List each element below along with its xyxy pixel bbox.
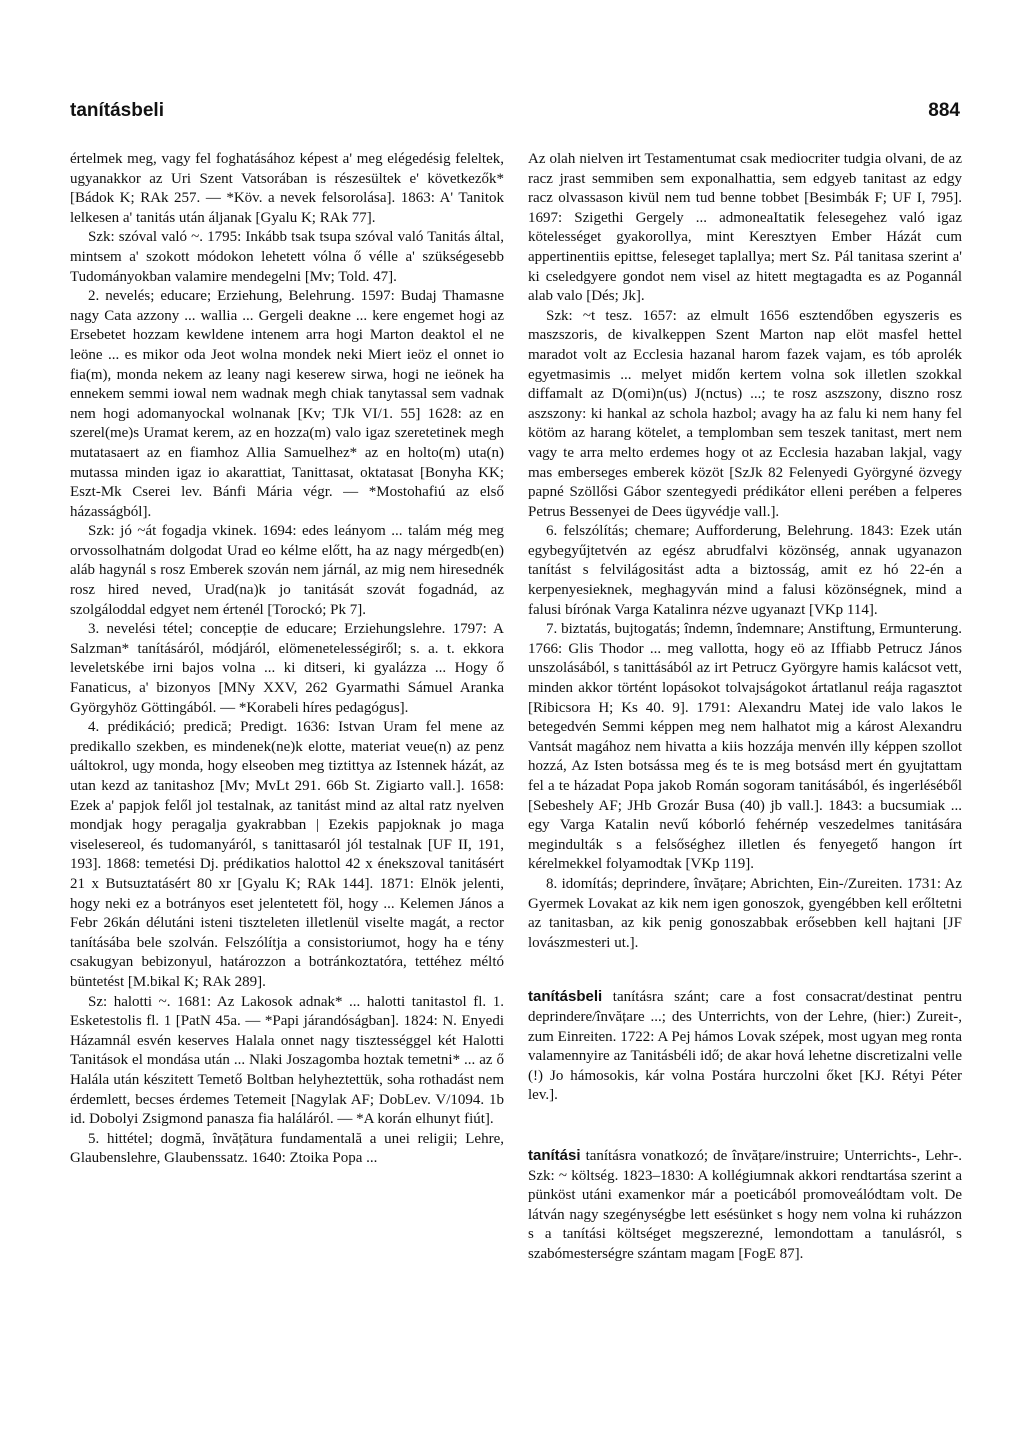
dictionary-entry-tanitasbeli (528, 987, 962, 1106)
entry-definition: tanításra szánt; care a fost consacrat/destinat pentru deprindere/învățare ...; des Unterrichts, von der Lehre, (hier:) Zureit-, zum Einreiten. 1722: A Pej hámos Lovak szépek, most ugyan meg ronta valamennyire az Tanitásbéli idő; de akar hová lehetne discretizalni velle (!) Jo hámosokis, kár volna Postára hurczolni őket [KJ. Rétyi Péter lev.]. (528, 989, 962, 1104)
paragraph: Az olah nielven irt Testamentumat csak mediocriter tudgia olvani, de az racz jrast semmiben sem exponalhattia, sem edgyeb tanitast az edgy racz olvassason kivül nem tud benne tobbet [Besimbák F; UF I, 795]. 1697: Szigethi Gergely ... admoneaItatik felesegehez való igaz kötelességet gyakorollya, mint Keresztyen Ember Házát cum appertinentiis epittse, feleseget taplallya; mert Sz. Pál tanitasa szerint a' ki cseledgyere gondot nem visel az hitett megtagadta es az Pogannál alab valo [Dés; Jk]. (528, 151, 962, 305)
running-headword: tanításbeli (70, 100, 164, 121)
paragraph: 5. hittétel; dogmă, învățătura fundamentală a unei religii; Lehre, Glaubenslehre, Glaubenssatz. 1640: Ztoika Popa ... (70, 1130, 504, 1167)
right-column (528, 150, 962, 1264)
paragraph: 7. biztatás, bujtogatás; îndemn, îndemnare; Anstiftung, Ermunterung. 1766: Glis Thodor ... meg vallotta, hogy eö az Iffiabb Petrucz János unszolásából, s tanittásából az irt Petrucz Györgyre hamis kalácsot vett, minden akkor történt lopásokot tolvajságokot ártatlanul reája ragasztot [Ribicsora H; Ks 40. 9]. 1791: Alexandru Matej ide valo lakos le betegedvén Semmi képpen meg nem halhatot mig a károst Alexandru Vantsát magához nem hivatta a kiis hozzája menvén illy képpen szollot hozzá, Az Isten botsássa meg és te is meg botsásd mert én gyujtattam fel a te házadat Popa jakob Román sogoram tanitásából, és ingerléséből [Sebeshely AF; JHb Grozár Busa (40) jb vall.]. 1843: a bucsumiak ... egy Varga Katalin nevű kóborló fehérnép veszedelmes tanitására megindulták s a felsőséghez illetlen és fenyegető hangon írt kérelmekkel folyamodtak [VKp 119]. (528, 621, 962, 873)
page-number: 884 (928, 100, 960, 121)
paragraph: Sz: halotti ~. 1681: Az Lakosok adnak* ... halotti tanitastol fl. 1. Esketestolis fl. 1 [PatN 45a. — *Papi járandóságban]. 1824: N. Enyedi Házamnál esvén keserves Halala onnet nagy tisztességgel két Halotti Tanitások el mondása után ... Nlaki Joszagomba hoztak temetni* ... az ő Halála után készitett Temető Boltban helyheztettük, soha rothadást nem érdemlett, becses érdemes Tetemeit [Nagylak AF; DobLev. V/1094. 1b id. Dobolyi Zsigmond panasza fia haláláról. — *A korán elhunyt fiút]. (70, 993, 504, 1128)
entry-headword: tanításbeli (528, 988, 603, 1006)
entry-definition: tanításra vonatkozó; de învățare/instruire; Unterrichts-, Lehr-. Szk: ~ költség. 1823–1830: A kollégiumnak akkori rendtartása szerint a pünköst utáni examenkor már a poeticából promoveálódtam volt. De látván nagy szegénységbe lett esésünket s hogy nem volna ki ruházzon s a tanítási költséget megszerezné, lemondottam a tanulásról, s szabómesterségre szántam magam [FogE 87]. (528, 1147, 962, 1262)
paragraph: 3. nevelési tétel; concepție de educare; Erziehungslehre. 1797: A Salzman* tanításáról, módjáról, elömenetelességiről; s. a. t. ekkora leveletskébe irni bajos volna ... ki ditseri, ki gyalázza ... Hogy ő Fanaticus, a' bizonyos [MNy XXV, 262 Gyarmathi Sámuel Aranka Györgyhöz Göttingából. — *Korabeli híres pedagógus]. (70, 621, 504, 716)
paragraph: 6. felszólítás; chemare; Aufforderung, Belehrung. 1843: Ezek után egybegyűjtetvén az egész abrudfalvi közönség, annak ugyanazon tanítást s felvilágositást adta a biztosság, amit ez hó 22-én a kerpenyesieknek, meghagyván mind a falusi közönségnek, mind a falusi bírónak Varga Katalinra nézve ugyanazt [VKp 114]. (528, 523, 962, 618)
paragraph: 8. idomítás; deprindere, învățare; Abrichten, Ein-/Zureiten. 1731: Az Gyermek Lovakat az kik nem igen gonoszok, gyengébben kell erőltetni az tanitasban, az kik penig gonoszabbak erősebben kell hajtani [JF lovászmesteri ut.]. (528, 875, 962, 951)
entry-headword: tanítási (528, 1146, 581, 1164)
dictionary-entry-tanitasi (528, 1146, 962, 1265)
paragraph: 2. nevelés; educare; Erziehung, Belehrung. 1597: Budaj Thamasne nagy Cata azzony ... wallia ... Gergeli deakne ... kere engemet hogi az Ersebetet hozzam kewldene intenem arra hogi Marton deaktol el ne leöne ... es mikor oda Jeot wolna mondek neki Miert ieöz el onnet io fia(m), monda nekem az leany nagi keserew sirwa, hogi ne ieönek ha ennekem semmi iowal nem wadnak megh chiak tanytassal sem vadnak nem hogi adomanyockal wolnanak [Kv; TJk VI/1. 55] 1628: az en szerel(me)s Uramat kerem, az en hozza(m) valo igaz szeretetinek megh mutatasaert az en fiamhoz Allia Samuelhez* az en holto(m) uta(n) mutassa minden igaz io akarattiat, Tanittasat, oktatasat [Bonyha KK; Eszt-Mk Cserei lev. Bánfi Mária végr. — *Mostohafiú az első házasságból]. (70, 288, 504, 520)
page-header (70, 100, 960, 140)
paragraph: Szk: ~t tesz. 1657: az elmult 1656 esztendőben egyszeris es maszszoris, de kivalkeppen Szent Marton nap elöt masfel hettel maradot volt az Ecclesia hazanal harom fazek vajam, es tób aprolék egyetmasimis ... melyet midőn kertem volna sok illetlen szokkal diffamalt az D(omi)n(us) J(nctus) ...; te rosz aszszony, diszno rosz aszszony: ki hankal az schola hazbol; avagy ha az falu ki nem hany fel kötöm az harang kötelet, a templomban sem teszek tanitast, mert nem vagy te arra melto erdemes hogy ot az Ecclesia hazaban lakjal, vagy mas emberseges emberek közöt [SzJk 82 Felenyedi Györgyné özvegy papné Szöllősi Gábor szentegyedi prédikátor elleni perében a felperes Petrus Bessenyei de Dees ügyvédje vall.]. (528, 307, 962, 520)
paragraph: 4. prédikáció; predică; Predigt. 1636: Istvan Uram fel mene az predikallo szekben, es mindenek(ne)k elotte, materiat veue(n) az penz uáltokrol, ugy monda, hogy elseoben meg tiztittya az Istennek házát, az utan kezd az tanitashoz [Mv; MvLt 291. 66b St. Zigiarto vall.]. 1658: Ezek a' papjok felől jol testalnak, az tanitást mind az altal ratz nyelven mondjak hogy peragalja gyakrabban | Ezekis papjoknak jo maga viselesereol, és tudomanyáról, s tanittasaról jól testalnak [UF II, 191, 193]. 1868: temetési Dj. prédikatios halottol 42 x énekszoval tanitásért 21 x Butsuztatásért 80 xr [Gyalu K; RAk 144]. 1871: Elnök jelenti, hogy neki ez a botrányos eset jelentetett föl, hogy ... Kelemen János a Febr 26kán délutáni isteni tiszteleten illetlenül viselte magát, a rector tanításába bele szolván. Felszólítja a consistoriumot, hogy ha e tény csakugyan bebizonyul, határozzon a botránkoztatóra, tettéhez méltó büntetést [M.bikal K; RAk 289]. (70, 719, 504, 990)
left-column (70, 150, 504, 1169)
paragraph: Szk: jó ~át fogadja vkinek. 1694: edes leányom ... talám még meg orvossolhatnám dolgodat Urad eo kélme előtt, ha az nagy mérgedb(en) aláb hagynál s rosz Emberek szován nem járnál, az mig nem hiresednék rosz hired neved, Urad(na)k jo tanitását szovát fogadnád, az szolgáloddal edgyet nem értenél [Torockó; Pk 7]. (70, 523, 504, 618)
paragraph: Szk: szóval való ~. 1795: Inkább tsak tsupa szóval való Tanitás által, mintsem a' szokott módokon lehetett vólna ő vélle a' szükségesebb Tudományokban valamire mendegelni [Mv; Told. 47]. (70, 229, 504, 285)
paragraph: értelmek meg, vagy fel foghatásához képest a' meg elégedésig feleltek, ugyanakkor az Uri Szent Vatsorában is részesültek e' következők* [Bádok K; RAk 257. — *Köv. a nevek felsorolása]. 1863: A' Tanitok lelkesen a' tanitás után áljanak [Gyalu K; RAk 77]. (70, 151, 504, 226)
